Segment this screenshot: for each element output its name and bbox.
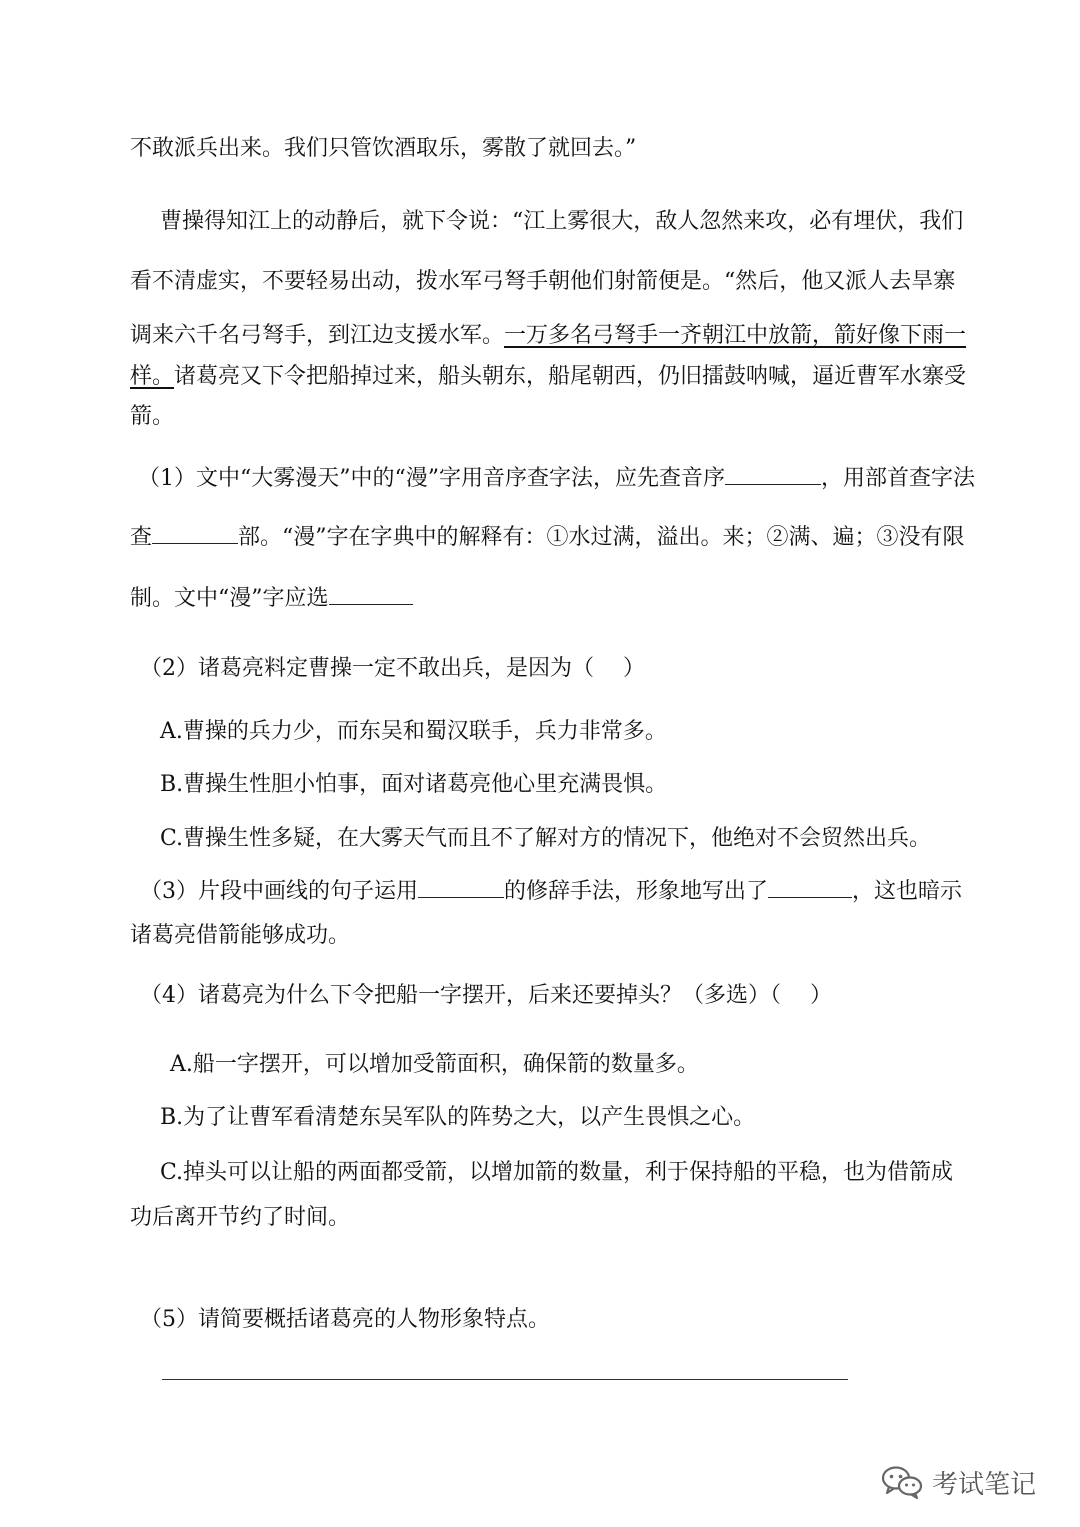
passage-line: 不敢派兵出来。我们只管饮酒取乐，雾散了就回去。”	[130, 136, 637, 161]
option-c-continued: 功后离开节约了时间。	[130, 1205, 351, 1230]
option-a: A.曹操的兵力少，而东吴和蜀汉联手，兵力非常多。	[160, 719, 667, 744]
answer-blank[interactable]	[418, 896, 504, 898]
answer-blank[interactable]	[152, 542, 238, 544]
passage-line: 看不清虚实，不要轻易出动，拨水军弓弩手朝他们射箭便是。“然后，他又派人去旱寨	[130, 269, 956, 294]
question-line: 诸葛亮借箭能够成功。	[130, 923, 351, 948]
watermark	[880, 1462, 1036, 1502]
question-text: ，这也暗示	[852, 879, 963, 904]
option-c: C.曹操生性多疑，在大雾天气而且不了解对方的情况下，他绝对不会贸然出兵。	[160, 826, 932, 851]
answer-blank[interactable]	[768, 896, 852, 898]
question-line	[138, 463, 975, 495]
question-text: （3）片段中画线的句子运用	[140, 879, 418, 904]
option-b: B.为了让曹军看清楚东吴军队的阵势之大，以产生畏惧之心。	[160, 1105, 756, 1130]
question-stem: （4）诸葛亮为什么下令把船一字摆开，后来还要掉头？（多选）（ ）	[140, 983, 832, 1008]
underlined-sentence: 样。	[130, 364, 175, 389]
question-line	[130, 583, 413, 615]
question-text: 查	[130, 525, 153, 550]
question-line	[140, 876, 962, 908]
question-stem: （5）请简要概括诸葛亮的人物形象特点。	[140, 1307, 550, 1332]
option-a: A.船一字摆开，可以增加受箭面积，确保箭的数量多。	[170, 1052, 699, 1077]
wechat-icon	[880, 1464, 924, 1500]
question-line	[130, 522, 965, 554]
watermark-text: 考试笔记	[932, 1469, 1037, 1500]
option-c: C.掉头可以让船的两面都受箭，以增加箭的数量，利于保持船的平稳，也为借箭成	[160, 1160, 954, 1185]
question-text: ，用部首查字法	[821, 466, 976, 491]
question-text: 制。文中“漫”字应选	[130, 586, 329, 611]
answer-line[interactable]	[162, 1379, 848, 1380]
option-b: B.曹操生性胆小怕事，面对诸葛亮他心里充满畏惧。	[160, 772, 668, 797]
passage-text: 调来六千名弓弩手，到江边支援水军。	[130, 323, 505, 348]
passage-line	[130, 361, 966, 393]
passage-line	[130, 320, 966, 352]
question-stem: （2）诸葛亮料定曹操一定不敢出兵，是因为（ ）	[140, 656, 645, 681]
underlined-sentence: 一万多名弓弩手一齐朝江中放箭，箭好像下雨一	[504, 323, 967, 348]
question-text: 部。“漫”字在字典中的解释有：①水过满，溢出。来；②满、遍；③没有限	[238, 525, 965, 550]
question-text: （1）文中“大雾漫天”中的“漫”字用音序查字法，应先查音序	[138, 466, 725, 491]
answer-blank[interactable]	[329, 603, 413, 605]
passage-line: 曹操得知江上的动静后，就下令说：“江上雾很大，敌人忽然来攻，必有埋伏，我们	[160, 209, 964, 234]
question-text: 的修辞手法，形象地写出了	[504, 879, 769, 904]
answer-blank[interactable]	[725, 483, 821, 485]
passage-text: 诸葛亮又下令把船掉过来，船头朝东，船尾朝西，仍旧擂鼓呐喊，逼近曹军水寨受	[174, 364, 967, 389]
passage-line: 箭。	[130, 404, 175, 429]
